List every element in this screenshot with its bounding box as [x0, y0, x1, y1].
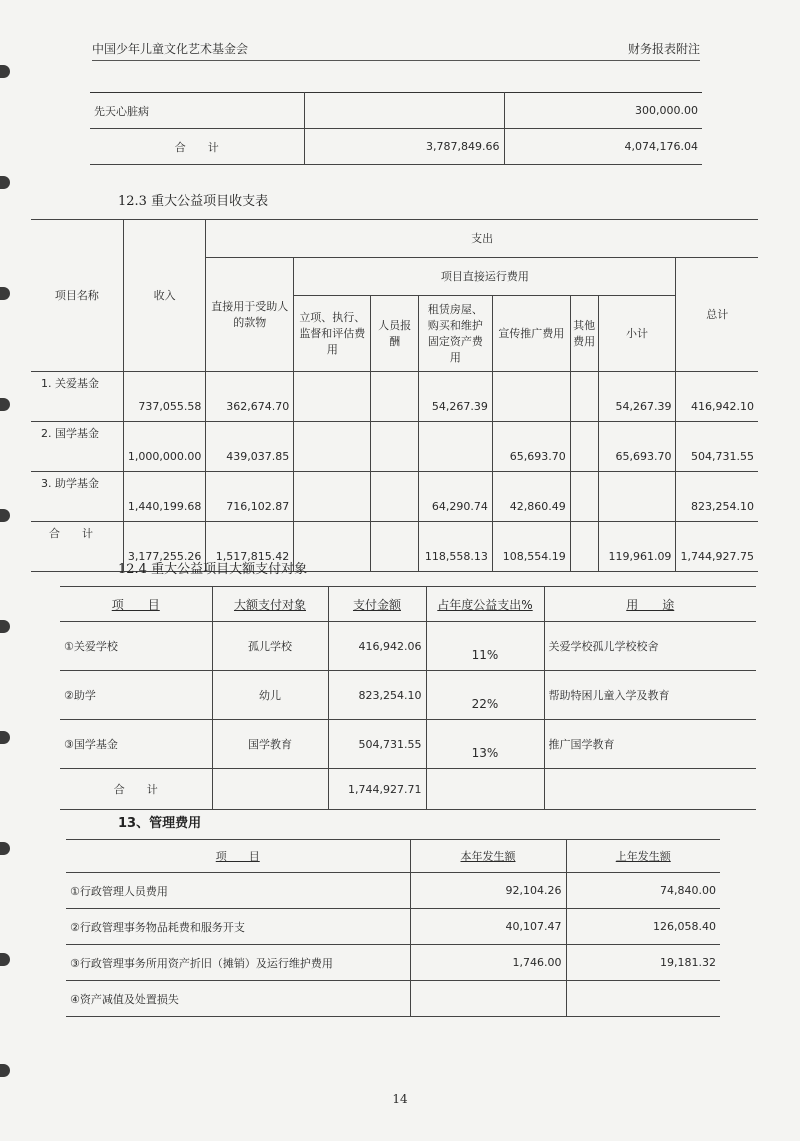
header-prior: 上年发生额 [566, 840, 720, 873]
cell-amount: 1,744,927.71 [328, 769, 426, 810]
cell-total: 1,744,927.75 [676, 522, 758, 572]
cell-other [570, 372, 598, 422]
binder-hole [0, 176, 10, 189]
cell-setup [294, 422, 371, 472]
cell-pct [426, 769, 544, 810]
header-pct: 占年度公益支出% [426, 587, 544, 622]
cell-purpose: 推广国学教育 [544, 720, 756, 769]
header-org: 中国少年儿童文化艺术基金会 [92, 42, 249, 56]
page-header [92, 38, 700, 61]
cell-other [570, 422, 598, 472]
table-header-row [66, 840, 720, 873]
cell-current: 1,746.00 [410, 945, 566, 981]
cell-income: 1,440,199.68 [123, 472, 205, 522]
header-item: 项 目 [60, 587, 212, 622]
section-title-12-3: 12.3 重大公益项目收支表 [118, 194, 269, 209]
binder-hole [0, 398, 10, 411]
cell-subtotal: 119,961.09 [598, 522, 676, 572]
table-row [66, 981, 720, 1017]
table-row [66, 945, 720, 981]
page-number: 14 [392, 1092, 408, 1106]
table-row [66, 909, 720, 945]
cell-staff [371, 522, 419, 572]
cell-prior: 126,058.40 [566, 909, 720, 945]
cell-staff [371, 422, 419, 472]
cell-item: ①行政管理人员费用 [66, 873, 410, 909]
header-other: 其他费用 [570, 296, 598, 372]
cell-value: 3,787,849.66 [304, 129, 504, 165]
binder-hole [0, 509, 10, 522]
row-label: 合 计 [31, 522, 123, 572]
table-row [90, 129, 702, 165]
cell-other [570, 522, 598, 572]
cell-item: ②行政管理事务物品耗费和服务开支 [66, 909, 410, 945]
cell-rent: 118,558.13 [418, 522, 492, 572]
table-row [31, 372, 758, 422]
cell-subtotal [598, 472, 676, 522]
management-expense-table [66, 839, 720, 1017]
cell-value: 300,000.00 [504, 93, 702, 129]
cell-value [304, 93, 504, 129]
header-amount: 支付金额 [328, 587, 426, 622]
cell-item: 合 计 [60, 769, 212, 810]
header-payee: 大额支付对象 [212, 587, 328, 622]
section-title-12-4: 12.4 重大公益项目大额支付对象 [118, 562, 308, 577]
cell-current: 92,104.26 [410, 873, 566, 909]
cell-amount: 504,731.55 [328, 720, 426, 769]
table-row [31, 472, 758, 522]
cell-promo: 65,693.70 [492, 422, 570, 472]
header-staff: 人员报酬 [371, 296, 419, 372]
binder-hole [0, 65, 10, 78]
table-row [60, 671, 756, 720]
cell-staff [371, 472, 419, 522]
table-header-row [60, 587, 756, 622]
cell-direct-aid: 362,674.70 [206, 372, 294, 422]
cell-item: ①关爱学校 [60, 622, 212, 671]
cell-direct-aid: 1,517,815.42 [206, 522, 294, 572]
cell-current [410, 981, 566, 1017]
cell-rent: 54,267.39 [418, 372, 492, 422]
header-setup: 立项、执行、监督和评估费用 [294, 296, 371, 372]
cell-item: ③行政管理事务所用资产折旧（摊销）及运行维护费用 [66, 945, 410, 981]
cell-value: 4,074,176.04 [504, 129, 702, 165]
cell-subtotal: 54,267.39 [598, 372, 676, 422]
large-payment-table [60, 586, 756, 810]
table-row [90, 93, 702, 129]
cell-item: ③国学基金 [60, 720, 212, 769]
cell-prior [566, 981, 720, 1017]
row-label: 3. 助学基金 [31, 472, 123, 522]
cell-payee: 国学教育 [212, 720, 328, 769]
cell-direct-aid: 716,102.87 [206, 472, 294, 522]
cell-item: ②助学 [60, 671, 212, 720]
row-label: 1. 关爱基金 [31, 372, 123, 422]
cell-amount: 823,254.10 [328, 671, 426, 720]
header-current: 本年发生额 [410, 840, 566, 873]
header-promo: 宣传推广费用 [492, 296, 570, 372]
section-title-13: 13、管理费用 [118, 816, 202, 831]
binder-hole [0, 1064, 10, 1077]
binder-hole [0, 953, 10, 966]
cell-income: 3,177,255.26 [123, 522, 205, 572]
cell-other [570, 472, 598, 522]
table-row [66, 873, 720, 909]
top-continuation-table [90, 92, 702, 165]
binder-hole [0, 287, 10, 300]
cell-total: 823,254.10 [676, 472, 758, 522]
header-total: 总计 [676, 258, 758, 372]
header-direct-run: 项目直接运行费用 [294, 258, 676, 296]
row-label: 2. 国学基金 [31, 422, 123, 472]
header-item: 项 目 [66, 840, 410, 873]
cell-promo: 108,554.19 [492, 522, 570, 572]
cell-rent: 64,290.74 [418, 472, 492, 522]
cell-current: 40,107.47 [410, 909, 566, 945]
binder-hole [0, 620, 10, 633]
cell-amount: 416,942.06 [328, 622, 426, 671]
header-purpose: 用 途 [544, 587, 756, 622]
header-project-name: 项目名称 [31, 220, 123, 372]
cell-setup [294, 372, 371, 422]
cell-pct: 22% [426, 671, 544, 720]
cell-income: 1,000,000.00 [123, 422, 205, 472]
header-rent: 租赁房屋、购买和维护固定资产费用 [418, 296, 492, 372]
cell-pct: 11% [426, 622, 544, 671]
cell-payee: 孤儿学校 [212, 622, 328, 671]
cell-setup [294, 472, 371, 522]
cell-income: 737,055.58 [123, 372, 205, 422]
cell-prior: 74,840.00 [566, 873, 720, 909]
project-income-expense-table [31, 219, 758, 572]
cell-direct-aid: 439,037.85 [206, 422, 294, 472]
header-doc-title: 财务报表附注 [627, 42, 700, 56]
cell-total: 504,731.55 [676, 422, 758, 472]
header-income: 收入 [123, 220, 205, 372]
cell-promo: 42,860.49 [492, 472, 570, 522]
cell-prior: 19,181.32 [566, 945, 720, 981]
cell-payee [212, 769, 328, 810]
cell-payee: 幼儿 [212, 671, 328, 720]
cell-subtotal: 65,693.70 [598, 422, 676, 472]
cell-purpose: 帮助特困儿童入学及教育 [544, 671, 756, 720]
header-expense: 支出 [206, 220, 758, 258]
cell-rent [418, 422, 492, 472]
binder-hole [0, 731, 10, 744]
row-label: 先天心脏病 [90, 93, 304, 129]
table-row [60, 622, 756, 671]
header-subtotal: 小计 [598, 296, 676, 372]
cell-item: ④资产减值及处置损失 [66, 981, 410, 1017]
table-row [31, 422, 758, 472]
binder-hole [0, 842, 10, 855]
table-row-total [60, 769, 756, 810]
table-row [60, 720, 756, 769]
cell-promo [492, 372, 570, 422]
cell-staff [371, 372, 419, 422]
row-label: 合 计 [90, 129, 304, 165]
cell-purpose [544, 769, 756, 810]
cell-total: 416,942.10 [676, 372, 758, 422]
cell-pct: 13% [426, 720, 544, 769]
header-direct-aid: 直接用于受助人的款物 [206, 258, 294, 372]
cell-purpose: 关爱学校孤儿学校校舍 [544, 622, 756, 671]
